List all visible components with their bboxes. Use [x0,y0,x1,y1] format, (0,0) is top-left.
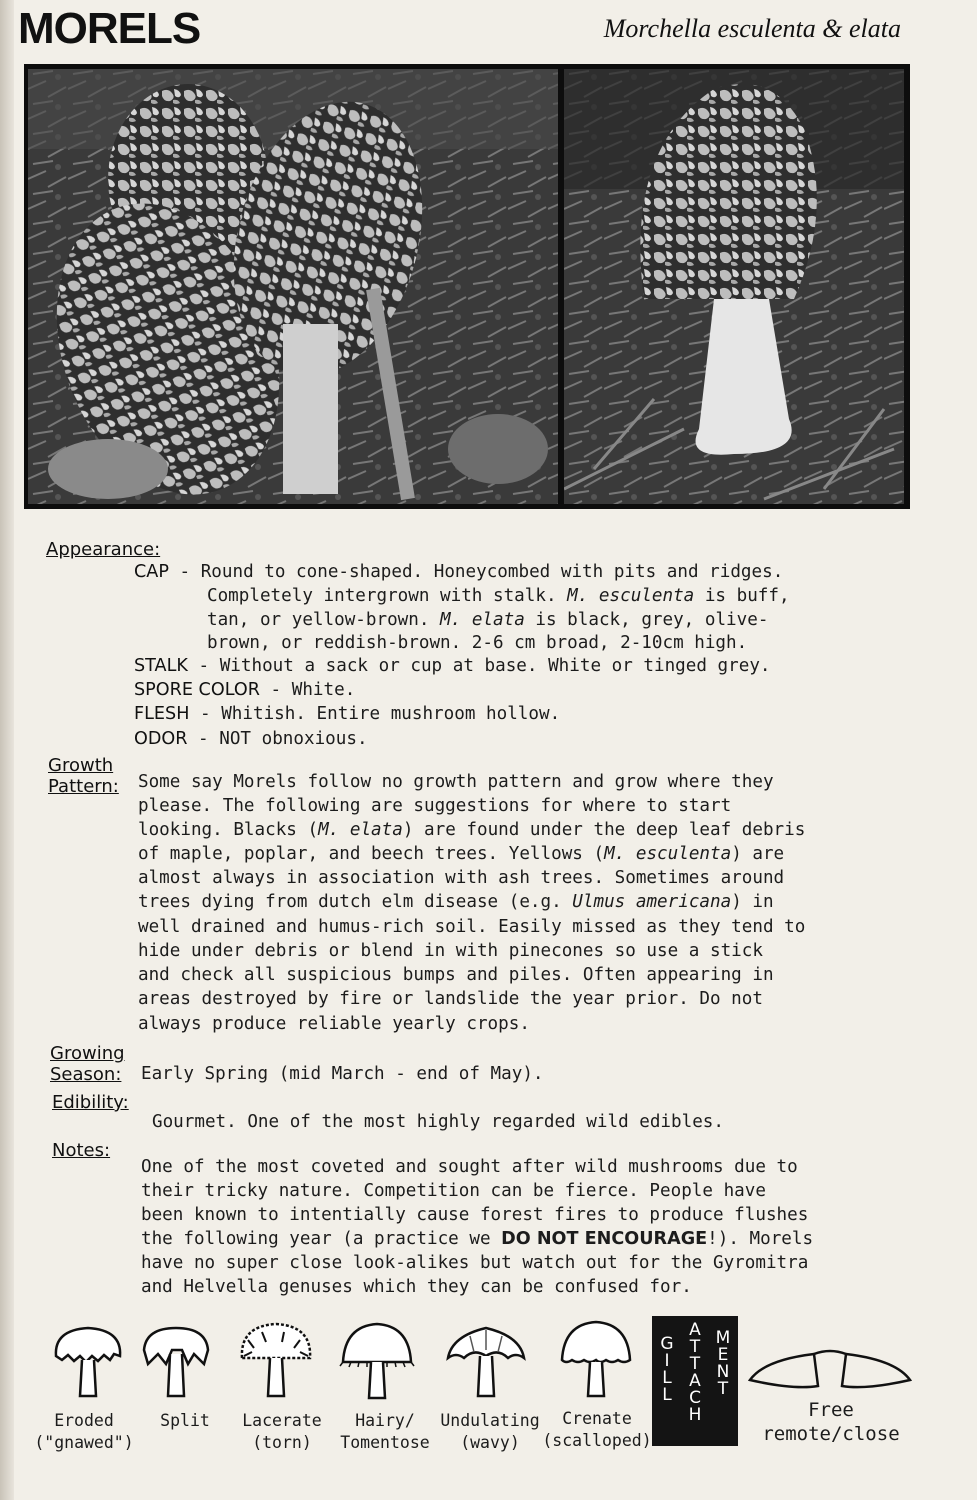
growth-line-5: almost always in association with ash trees. Sometimes around [138,868,785,888]
cap-text-4: tan, or yellow-brown. [207,610,441,630]
edibility-text: Gourmet. One of the most highly regarded wild edibles. [152,1112,724,1132]
free-caption [750,1398,912,1446]
free-label: Free [808,1399,854,1421]
page-title: MORELS [18,4,201,53]
notes-text: !). Morels [707,1229,814,1249]
undulating-caption [436,1410,544,1454]
growth-text: ) are [731,844,785,864]
growth-line-3 [138,820,805,840]
growth-text: trees dying from dutch elm disease (e.g. [138,892,573,912]
notes-heading: Notes: [52,1140,111,1161]
growth-species: Ulmus americana [572,892,732,912]
cap-line-3 [207,610,768,630]
free-gill-icon [744,1346,916,1396]
growth-line-11: always produce reliable yearly crops. [138,1014,530,1034]
vertical-letter: T [717,1379,729,1399]
flesh-label: FLESH [134,704,190,724]
gill-attachment-box [652,1316,738,1446]
vertical-letter: G [660,1334,674,1354]
lacerate-cap-icon [234,1318,318,1400]
growth-species: M. elata [318,820,403,840]
notes-line-1: One of the most coveted and sought after wild mushrooms due to [141,1157,798,1177]
gill-word [658,1336,676,1404]
notes-text: the following year (a practice we [141,1229,502,1249]
growth-line-1: Some say Morels follow no growth pattern and grow where they [138,772,774,792]
cap-text-5: is black, grey, olive- [524,610,769,630]
notes-line-3: been known to intentially cause forest fires to produce flushes [141,1205,809,1225]
growth-text: looking. Blacks ( [138,820,319,840]
hairy-label: Hairy/ [355,1411,415,1430]
split-cap-icon [138,1320,214,1400]
vertical-letter: L [662,1368,672,1388]
odor-label: ODOR [134,729,188,749]
eroded-sublabel: ("gnawed") [34,1433,134,1452]
vertical-letter: T [689,1354,701,1374]
odor-text: - NOT obnoxious. [187,729,368,749]
growth-species: M. esculenta [604,844,732,864]
vertical-letter: E [717,1345,729,1365]
notes-line-6: and Helvella genuses which they can be confused for. [141,1277,692,1297]
split-caption [140,1410,230,1432]
crenate-label: Crenate [562,1409,632,1428]
cap-line-4: brown, or reddish-brown. 2-6 cm broad, 2-10cm high. [207,633,748,653]
undulating-sublabel: (wavy) [460,1433,520,1452]
hairy-sublabel: Tomentose [340,1433,430,1452]
growth-line-9: and check all suspicious bumps and piles. Often appearing in [138,965,774,985]
undulating-label: Undulating [440,1411,540,1430]
vertical-letter: A [689,1320,701,1340]
growth-line-4 [138,844,784,864]
stalk-line [134,656,771,676]
flesh-line [134,704,560,724]
growth-line-8: hide under debris or blend in with pinecones so use a stick [138,941,763,961]
vertical-letter: T [689,1337,701,1357]
ment-word [714,1330,732,1398]
cap-text-2: Completely intergrown with stalk. [207,586,568,606]
stalk-text: - Without a sack or cup at base. White or tinged grey. [187,656,771,676]
odor-line [134,729,368,749]
undulating-cap-icon [442,1318,530,1400]
crenate-cap-icon [556,1318,636,1400]
vertical-letter: C [689,1388,701,1408]
vertical-letter: M [715,1328,731,1348]
eroded-label: Eroded [54,1411,114,1430]
vertical-letter: L [662,1385,672,1405]
growth-heading: Growth Pattern: [48,755,119,797]
photo-panel [24,64,910,509]
vertical-letter: N [716,1362,730,1382]
scientific-name: Morchella esculenta & elata [603,14,901,43]
stalk-label: STALK [134,656,188,676]
notes-line-5: have no super close look-alikes but watch out for the Gyromitra [141,1253,809,1273]
crenate-caption [540,1408,654,1452]
cap-text-3: is buff, [694,586,790,606]
growth-text: ) in [731,892,774,912]
season-text: Early Spring (mid March - end of May). [141,1064,544,1084]
eroded-caption [32,1410,136,1454]
crenate-sublabel: (scalloped) [542,1431,652,1450]
cap-line-2 [207,586,790,606]
notes-line-4 [141,1229,813,1249]
vertical-letter: H [688,1405,702,1425]
morel-cluster-photo [28,69,558,504]
single-morel-photo [564,69,904,504]
cap-species-esculenta: M. esculenta [567,586,695,606]
lacerate-sublabel: (torn) [252,1433,312,1452]
growth-text: ) are found under the deep leaf debris [402,820,806,840]
hairy-caption [337,1410,433,1454]
attach-word [686,1322,704,1424]
flesh-text: - Whitish. Entire mushroom hollow. [189,704,561,724]
cap-text-1: - Round to cone-shaped. Honeycombed with pits and ridges. [168,562,784,582]
cap-species-elata: M. elata [440,610,525,630]
growth-line-6 [138,892,774,912]
vertical-letter: A [689,1371,701,1391]
growth-line-2: please. The following are suggestions for where to start [138,796,732,816]
eroded-cap-icon [50,1320,126,1400]
growth-line-10: areas destroyed by fire or landslide the year prior. Do not [138,989,763,1009]
free-sublabel: remote/close [762,1423,900,1445]
edibility-heading: Edibility: [52,1092,129,1113]
growth-line-7: well drained and humus-rich soil. Easily missed as they tend to [138,917,806,937]
spore-label: SPORE COLOR [134,680,260,700]
spore-line [134,680,355,700]
split-label: Split [160,1411,210,1430]
lacerate-caption [236,1410,328,1454]
hairy-cap-icon [337,1320,417,1400]
book-spine-edge [0,0,14,1500]
notes-line-2: their tricky nature. Competition can be fierce. People have [141,1181,766,1201]
cap-line-1 [134,562,783,582]
notes-emphasis: DO NOT ENCOURAGE [501,1229,708,1249]
cap-label: CAP [134,562,169,582]
spore-text: - White. [259,680,356,700]
growth-text: of maple, poplar, and beech trees. Yellows ( [138,844,605,864]
season-heading: Growing Season: [50,1043,125,1085]
vertical-letter: I [664,1351,670,1371]
lacerate-label: Lacerate [242,1411,322,1430]
appearance-heading: Appearance: [46,539,161,560]
